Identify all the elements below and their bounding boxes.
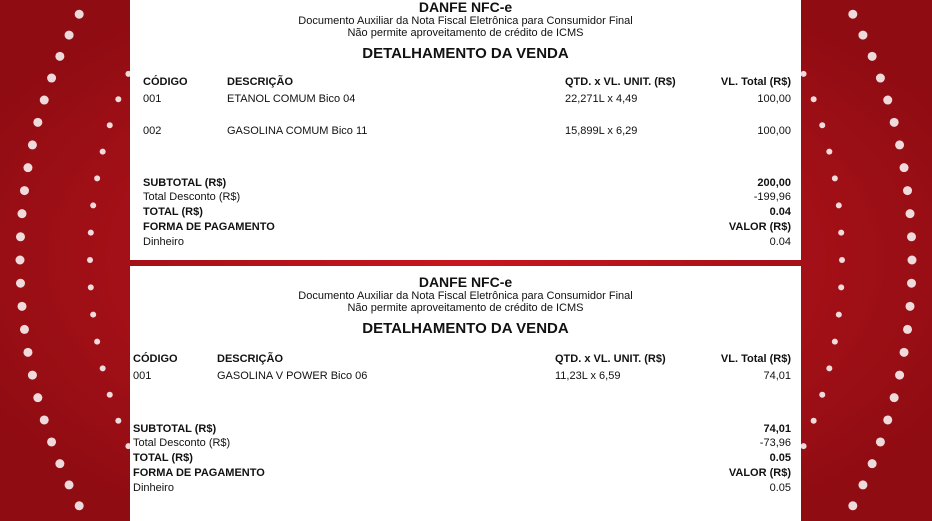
light-dot: [832, 339, 838, 345]
light-dot: [107, 122, 113, 128]
light-dot: [868, 52, 877, 61]
light-dot: [908, 256, 917, 265]
item-code: 001: [133, 370, 152, 382]
light-dot: [848, 10, 857, 19]
light-dot: [65, 480, 74, 489]
light-dot: [16, 256, 25, 265]
light-dot: [16, 232, 25, 241]
light-dot: [33, 393, 42, 402]
item-quantity: 11,23L x 6,59: [555, 370, 621, 382]
item-total: 100,00: [757, 93, 791, 105]
light-dot: [907, 232, 916, 241]
payment-method: Dinheiro: [143, 236, 184, 248]
light-dot: [848, 501, 857, 510]
total-line: [133, 451, 791, 465]
total-line: [143, 205, 791, 219]
light-dot: [801, 443, 807, 449]
header-quantity: QTD. x VL. UNIT. (R$): [555, 353, 666, 365]
light-dot: [94, 339, 100, 345]
receipt-subtitle-2: Não permite aproveitamento de crédito de ICMS: [347, 302, 584, 314]
header-description: DESCRIÇÃO: [227, 76, 294, 88]
light-dot: [16, 279, 25, 288]
receipt-1: [130, 0, 801, 260]
light-dot: [88, 230, 94, 236]
subtotal-label: SUBTOTAL (R$): [133, 423, 217, 435]
total-label: TOTAL (R$): [143, 206, 203, 218]
light-dot: [17, 209, 26, 218]
light-dot: [28, 140, 37, 149]
light-dot: [906, 209, 915, 218]
light-dot: [836, 202, 842, 208]
light-dot: [94, 175, 100, 181]
light-dot: [65, 31, 74, 40]
light-dot: [20, 186, 29, 195]
header-total: VL. Total (R$): [720, 76, 791, 88]
item-code: 001: [143, 93, 162, 105]
header-code: CÓDIGO: [143, 76, 188, 88]
light-dot: [868, 459, 877, 468]
light-dot: [906, 302, 915, 311]
light-dot: [88, 284, 94, 290]
payment-line: [143, 235, 791, 249]
header-description: DESCRIÇÃO: [217, 353, 284, 365]
item-total: 74,01: [763, 370, 791, 382]
payment-method: Dinheiro: [133, 482, 174, 494]
subtotal-value: 74,01: [763, 423, 791, 435]
payment-value: 0.05: [769, 482, 791, 494]
light-dot: [55, 52, 64, 61]
light-dot: [858, 480, 867, 489]
light-dot: [40, 415, 49, 424]
receipt-subtitle-2: Não permite aproveitamento de crédito de ICMS: [347, 27, 584, 39]
value-label: VALOR (R$): [728, 467, 791, 479]
payment-line: [133, 481, 791, 495]
light-dot: [876, 74, 885, 83]
discount-value: -73,96: [759, 437, 791, 449]
subtotal-label: SUBTOTAL (R$): [143, 177, 227, 189]
light-dot: [900, 163, 909, 172]
light-dot: [895, 371, 904, 380]
light-dot: [115, 96, 121, 102]
light-dot: [826, 149, 832, 155]
payment-header: [143, 220, 791, 234]
light-dot: [819, 122, 825, 128]
header-code: CÓDIGO: [133, 353, 178, 365]
light-dot: [900, 348, 909, 357]
light-dot: [23, 348, 32, 357]
table-header: [143, 76, 791, 89]
light-dot: [811, 96, 817, 102]
table-row: [143, 125, 791, 138]
item-quantity: 22,271L x 4,49: [565, 93, 638, 105]
light-dot: [883, 415, 892, 424]
light-dot: [23, 163, 32, 172]
item-description: GASOLINA V POWER Bico 06: [217, 370, 368, 382]
section-title: DETALHAMENTO DA VENDA: [362, 45, 569, 62]
receipt-title: DANFE NFC-e: [418, 0, 513, 15]
light-dot: [819, 392, 825, 398]
light-dot: [895, 140, 904, 149]
item-code: 002: [143, 125, 162, 137]
light-dot: [836, 312, 842, 318]
payment-value: 0.04: [769, 236, 791, 248]
light-dot: [107, 392, 113, 398]
discount-label: Total Desconto (R$): [133, 437, 231, 449]
light-dot: [838, 230, 844, 236]
light-dot: [838, 284, 844, 290]
light-dot: [90, 312, 96, 318]
subtotal-line: [143, 176, 791, 190]
light-dot: [115, 418, 121, 424]
light-dot: [811, 418, 817, 424]
item-description: ETANOL COMUM Bico 04: [227, 93, 356, 105]
light-dot: [890, 118, 899, 127]
table-row: [143, 93, 791, 106]
discount-value: -199,96: [753, 191, 791, 203]
light-dot: [100, 365, 106, 371]
light-dot: [47, 74, 56, 83]
header-quantity: QTD. x VL. UNIT. (R$): [565, 76, 676, 88]
light-dot: [832, 175, 838, 181]
light-dot: [75, 10, 84, 19]
subtotal-line: [133, 422, 791, 436]
light-dot: [903, 325, 912, 334]
header-total: VL. Total (R$): [720, 353, 791, 365]
value-label: VALOR (R$): [728, 221, 791, 233]
light-dot: [17, 302, 26, 311]
light-dot: [858, 31, 867, 40]
light-dot: [33, 118, 42, 127]
light-dot: [883, 96, 892, 105]
discount-line: [133, 436, 791, 450]
total-value: 0.04: [769, 206, 791, 218]
light-dot: [75, 501, 84, 510]
light-dot: [839, 257, 845, 263]
payment-label: FORMA DE PAGAMENTO: [143, 221, 275, 233]
section-title: DETALHAMENTO DA VENDA: [362, 320, 569, 337]
light-dot: [876, 437, 885, 446]
light-dot: [87, 257, 93, 263]
light-dot: [47, 437, 56, 446]
light-dot: [801, 71, 807, 77]
light-dot: [90, 202, 96, 208]
total-value: 0.05: [769, 452, 791, 464]
light-dot: [55, 459, 64, 468]
receipt-title: DANFE NFC-e: [418, 274, 513, 290]
item-total: 100,00: [757, 125, 791, 137]
light-dot: [826, 365, 832, 371]
light-dot: [907, 279, 916, 288]
light-dot: [40, 96, 49, 105]
payment-header: [133, 466, 791, 480]
total-label: TOTAL (R$): [133, 452, 193, 464]
subtotal-value: 200,00: [757, 177, 791, 189]
payment-label: FORMA DE PAGAMENTO: [133, 467, 265, 479]
light-dot: [100, 149, 106, 155]
table-header: [133, 353, 791, 366]
light-dot: [890, 393, 899, 402]
receipt-subtitle: Documento Auxiliar da Nota Fiscal Eletrônica para Consumidor Final: [298, 15, 633, 27]
item-quantity: 15,899L x 6,29: [565, 125, 638, 137]
light-dot: [903, 186, 912, 195]
receipt-2: [130, 266, 801, 521]
item-description: GASOLINA COMUM Bico 11: [227, 125, 368, 137]
light-dot: [20, 325, 29, 334]
discount-line: [143, 190, 791, 204]
receipt-subtitle: Documento Auxiliar da Nota Fiscal Eletrônica para Consumidor Final: [298, 290, 633, 302]
discount-label: Total Desconto (R$): [143, 191, 241, 203]
table-row: [133, 370, 791, 383]
light-dot: [28, 371, 37, 380]
